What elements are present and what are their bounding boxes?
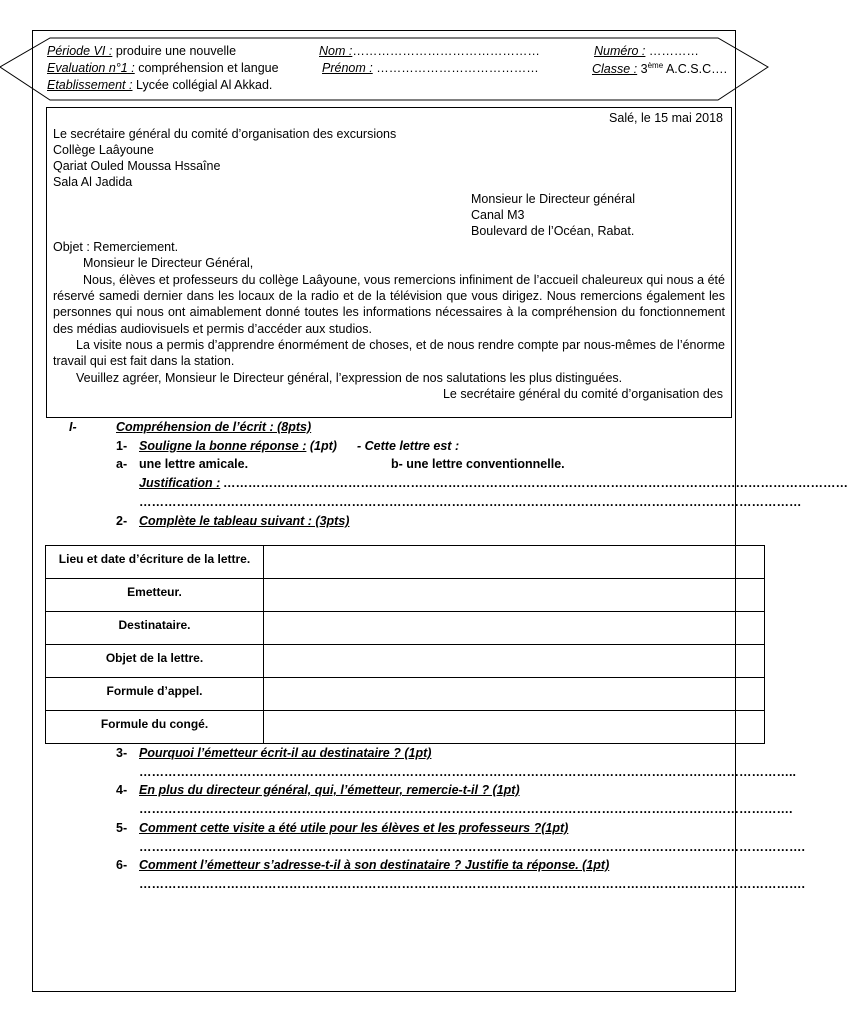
q1-justification-label: Justification : (139, 476, 221, 490)
table-answer-cell[interactable] (264, 678, 765, 711)
periode-label: Période VI : (47, 44, 113, 58)
q1-number: 1- (116, 439, 128, 453)
q3-answer-line[interactable]: ………………………………………………………………………………………………………………………………………….. (139, 765, 796, 779)
nom-dots: ……………………………………… (352, 44, 540, 58)
q3-text: Pourquoi l’émetteur écrit-il au destinataire ? (1pt) (139, 746, 432, 760)
q1-instruction: Souligne la bonne réponse : (1pt) (139, 439, 337, 453)
q6-text: Comment l’émetteur s’adresse-t-il à son destinataire ? Justifie ta réponse. (1pt) (139, 858, 610, 872)
recipient-line: Monsieur le Directeur général (471, 192, 635, 206)
table-row (46, 612, 765, 645)
table-row-label: Objet de la lettre. (46, 645, 264, 678)
letter-paragraph-1: Nous, élèves et professeurs du collège Laâyoune, vous remercions infiniment de l’accueil chaleureux qui nous a été réservé samedi dernier dans les locaux de la radio et de la télévision que vous dirigez. Nous remercions également les personnes qui nous ont aimablement donné toutes les informations nécessaires à la compréhension du fonctionnement des médias audiovisuels et permis d’accéder aux studios. (53, 273, 725, 336)
letter-signature: Le secrétaire général du comité d’organisation des (442, 387, 723, 401)
q5-text: Comment cette visite a été utile pour les élèves et les professeurs ?(1pt) (139, 821, 569, 835)
etablissement-line (47, 78, 272, 92)
classe-num: 3 (640, 62, 648, 77)
q4-number: 4- (116, 783, 128, 797)
letter-paragraph-2: La visite nous a permis d’apprendre énormément de choses, et de nous rendre compte par nous-mêmes de l’énorme travail qui est fait dans la station. (53, 338, 725, 369)
q3-number: 3- (116, 746, 128, 760)
table-row (46, 546, 765, 579)
table-row (46, 678, 765, 711)
table-row (46, 711, 765, 744)
letter-salutation: Monsieur le Directeur Général, (83, 256, 254, 270)
q4-answer-line[interactable]: …………………………………………………………………………………………………………………………………………. (139, 802, 793, 816)
letter-closing: Veuillez agréer, Monsieur le Directeur général, l’expression de nos salutations les plus distinguées. (76, 371, 623, 385)
classe-value: A.C.S.C…. (665, 62, 728, 77)
q1-answer-line-1[interactable]: …………………………………………………………………………………………………………………………………… (223, 476, 848, 490)
letter-date-place: Salé, le 15 mai 2018 (609, 111, 723, 125)
q2-number: 2- (116, 514, 128, 528)
evaluation-label: Evaluation n°1 : (47, 61, 135, 75)
table-row-label: Emetteur. (46, 579, 264, 612)
q1-option-b[interactable]: b- une lettre conventionnelle. (391, 457, 565, 471)
table-answer-cell[interactable] (264, 612, 765, 645)
table-row (46, 645, 765, 678)
table-answer-cell[interactable] (264, 579, 765, 612)
q6-number: 6- (116, 858, 128, 872)
periode-value: produire une nouvelle (115, 44, 237, 58)
table-row (46, 579, 765, 612)
table-row-label: Lieu et date d’écriture de la lettre. (46, 546, 264, 579)
sender-line: Le secrétaire général du comité d’organisation des excursions (53, 127, 397, 141)
table-row-label: Formule d’appel. (46, 678, 264, 711)
q5-number: 5- (116, 821, 128, 835)
classe-label: Classe : (592, 62, 638, 77)
q1-answer-line-2[interactable]: …………………………………………………………………………………………………………………………………………… (139, 495, 802, 509)
sender-line: Collège Laâyoune (53, 143, 154, 157)
periode-line (47, 44, 236, 58)
sender-line: Sala Al Jadida (53, 175, 133, 189)
q5-answer-line[interactable]: ……………………………………………………………………………………………………………………………………………. (139, 840, 805, 854)
numero-field[interactable] (594, 44, 699, 58)
q4-text: En plus du directeur général, qui, l’émetteur, remercie-t-il ? (1pt) (139, 783, 520, 797)
sender-line: Qariat Ouled Moussa Hssaîne (53, 159, 221, 173)
table-row-label: Formule du congé. (46, 711, 264, 744)
prenom-label: Prénom : (322, 61, 373, 75)
q2-instruction: Complète le tableau suivant : (3pts) (139, 514, 350, 528)
answer-table (45, 545, 765, 744)
nom-field[interactable] (319, 44, 540, 58)
numero-dots: ………… (648, 44, 699, 58)
evaluation-value: compréhension et langue (138, 61, 279, 75)
etablissement-value: Lycée collégial Al Akkad. (135, 78, 273, 92)
q1-prompt: - Cette lettre est : (357, 439, 460, 453)
numero-label: Numéro : (594, 44, 646, 58)
evaluation-line (47, 61, 279, 75)
section-title: Compréhension de l’écrit : (8pts) (116, 420, 312, 434)
table-row-label: Destinataire. (46, 612, 264, 645)
etablissement-label: Etablissement : (47, 78, 133, 92)
prenom-dots: ………………………………… (376, 61, 539, 75)
recipient-line: Canal M3 (471, 208, 525, 222)
table-answer-cell[interactable] (264, 645, 765, 678)
recipient-line: Boulevard de l’Océan, Rabat. (471, 224, 635, 238)
letter-object: Objet : Remerciement. (53, 240, 179, 254)
prenom-field[interactable] (322, 61, 539, 75)
q1-option-a-label: a- (116, 457, 128, 471)
classe-sup: ème (647, 61, 664, 70)
q1-option-a[interactable]: une lettre amicale. (139, 457, 249, 471)
table-answer-cell[interactable] (264, 711, 765, 744)
table-answer-cell[interactable] (264, 546, 765, 579)
nom-label: Nom : (319, 44, 353, 58)
q6-answer-line[interactable]: ……………………………………………………………………………………………………………………………………………. (139, 877, 805, 891)
classe-field[interactable] (592, 61, 727, 76)
section-number: I- (69, 420, 77, 434)
